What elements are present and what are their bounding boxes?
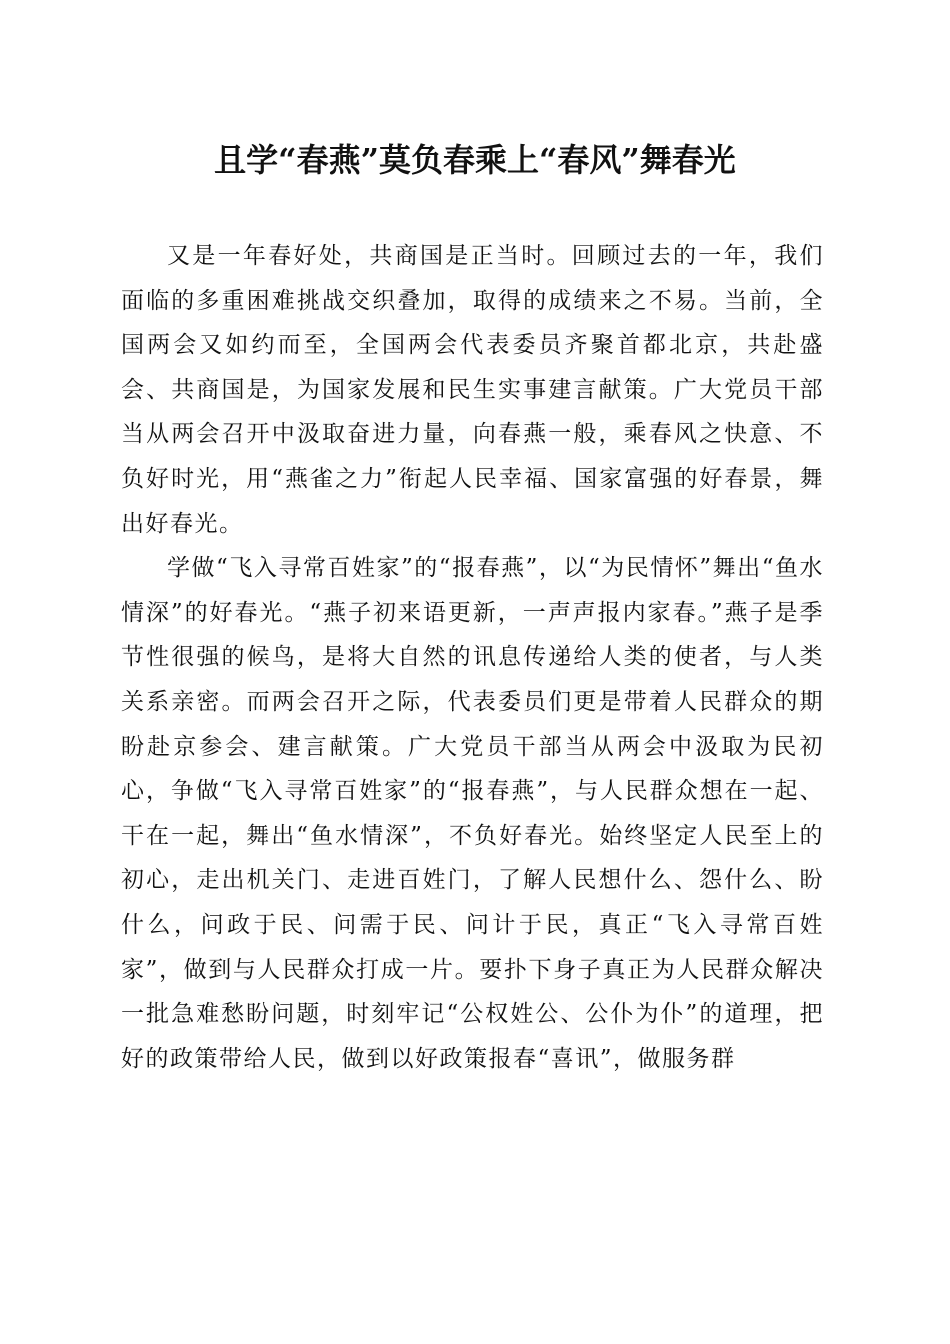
document-body: [121, 234, 824, 1081]
document-title: 且学“春燕”莫负春乘上“春风”舞春光: [214, 141, 736, 179]
paragraph-1: 又是一年春好处，共商国是正当时。回顾过去的一年，我们面临的多重困难挑战交织叠加，取得的成绩来之不易。当前，全国两会又如约而至，全国两会代表委员齐聚首都北京，共赴盛会、共商国是，为国家发展和民生实事建言献策。广大党员干部当从两会召开中汲取奋进力量，向春燕一般，乘春风之快意、不负好时光，用“燕雀之力”衔起人民幸福、国家富强的好春景，舞出好春光。: [121, 243, 824, 537]
paragraph-2: 学做“飞入寻常百姓家”的“报春燕”，以“为民情怀”舞出“鱼水情深”的好春光。“燕子初来语更新，一声声报内家春。”燕子是季节性很强的候鸟，是将大自然的讯息传递给人类的使者，与人类关系亲密。而两会召开之际，代表委员们更是带着人民群众的期盼赴京参会、建言献策。广大党员干部当从两会中汲取为民初心，争做“飞入寻常百姓家”的“报春燕”，与人民群众想在一起、干在一起，舞出“鱼水情深”，不负好春光。始终坚定人民至上的初心，走出机关门、走进百姓门，了解人民想什么、怨什么、盼什么，问政于民、问需于民、问计于民，真正“飞入寻常百姓家”，做到与人民群众打成一片。要扑下身子真正为人民群众解决一批急难愁盼问题，时刻牢记“公权姓公、公仆为仆”的道理，把好的政策带给人民，做到以好政策报春“喜讯”，做服务群: [121, 555, 824, 1072]
